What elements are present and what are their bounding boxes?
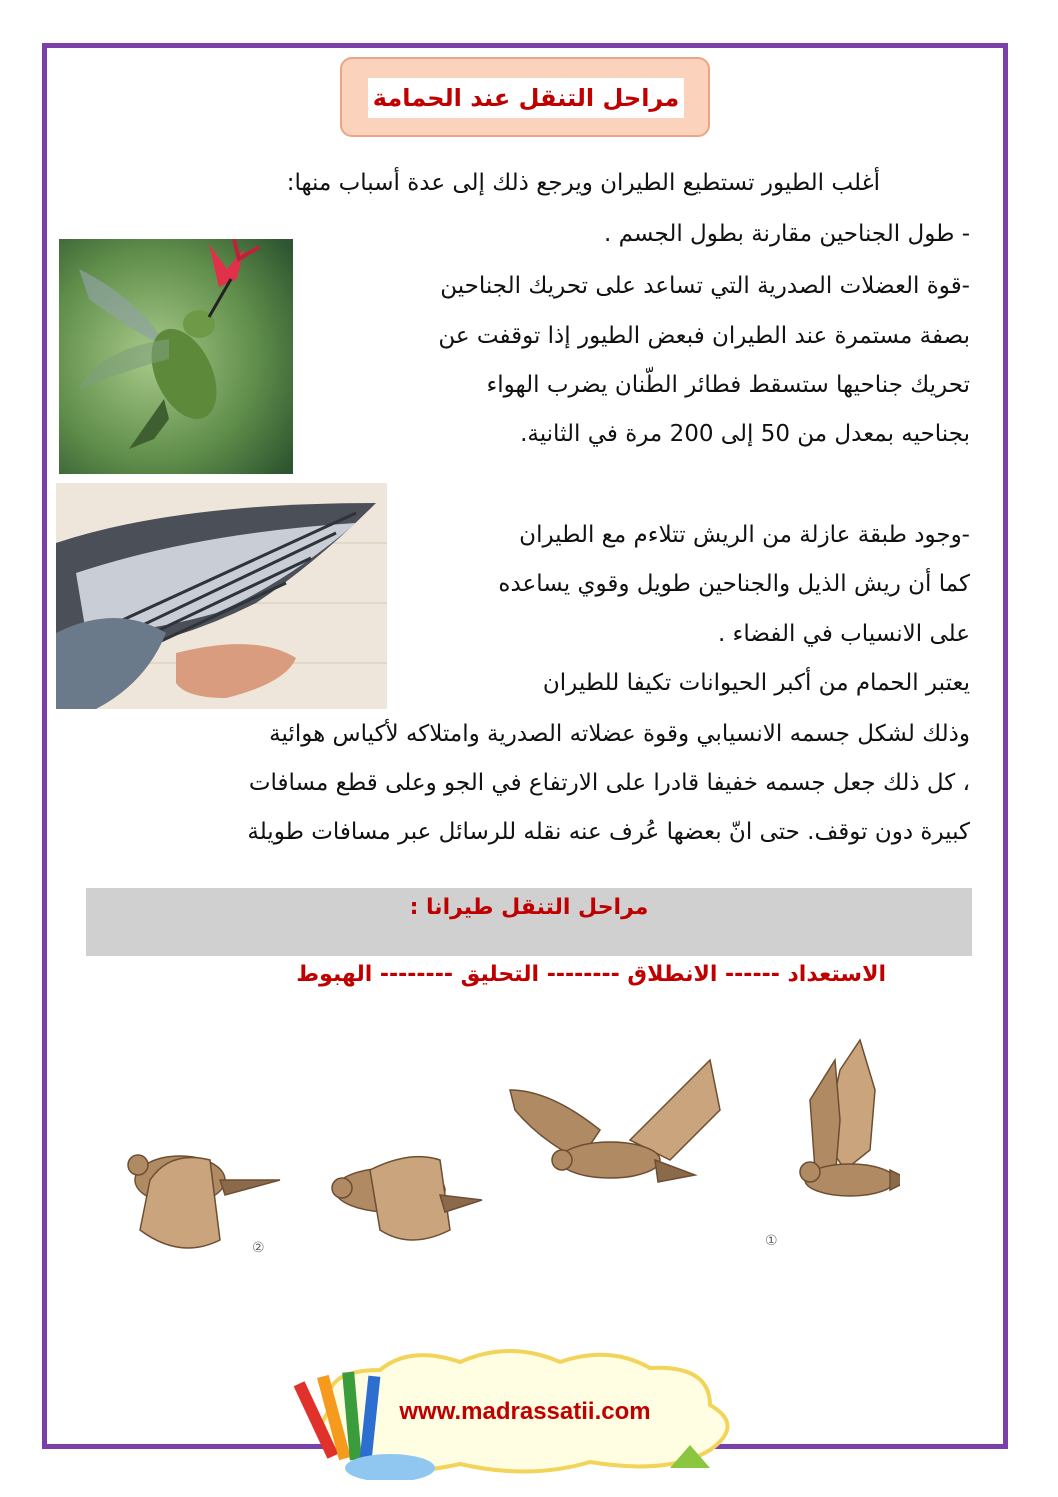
section-title: مراحل التنقل طيرانا : <box>409 895 649 920</box>
flight-stages: الاستعداد ------ الانطلاق -------- التحليق -------- الهبوط <box>296 962 886 987</box>
reason-2-line-2: بصفة مستمرة عند الطيران فبعض الطيور إذا توقفت عن <box>438 323 970 349</box>
bird-flight-stages-illustration <box>110 1030 900 1290</box>
intro-text: أغلب الطيور تستطيع الطيران ويرجع ذلك إلى عدة أسباب منها: <box>286 170 880 196</box>
hummingbird-photo <box>59 239 293 474</box>
bird-landing <box>128 1155 280 1248</box>
reason-2-line-1: -قوة العضلات الصدرية التي تساعد على تحريك الجناحين <box>440 273 970 299</box>
reason-2-line-3: تحريك جناحيها ستسقط فطائر الطّنان يضرب الهواء <box>486 372 970 398</box>
pigeon-line-2: وذلك لشكل جسمه الانسيابي وقوة عضلاته الصدرية وامتلاكه لأكياس هوائية <box>269 721 970 747</box>
reason-3-line-3: على الانسياب في الفضاء . <box>717 621 970 647</box>
pigeon-wing-photo <box>56 483 387 709</box>
reason-2-line-4: بجناحيه بمعدل من 50 إلى 200 مرة في الثانية. <box>520 421 970 447</box>
bird-takeoff <box>510 1060 720 1182</box>
page-title: مراحل التنقل عند الحمامة <box>368 78 684 118</box>
bird-gliding <box>332 1157 482 1240</box>
footer-url[interactable]: www.madrassatii.com <box>399 1398 651 1425</box>
reason-1: - طول الجناحين مقارنة بطول الجسم . <box>604 221 970 247</box>
bird-preparing <box>800 1040 900 1196</box>
figure-label-2: ② <box>252 1240 265 1256</box>
figure-label-1: ① <box>765 1233 778 1249</box>
reason-3-line-1: -وجود طبقة عازلة من الريش تتلاءم مع الطيران <box>519 522 970 548</box>
pigeon-line-4: كبيرة دون توقف. حتى انّ بعضها عُرف عنه نقله للرسائل عبر مسافات طويلة <box>247 819 970 845</box>
pigeon-line-3: ، كل ذلك جعل جسمه خفيفا قادرا على الارتفاع في الجو وعلى قطع مسافات <box>248 770 970 796</box>
pigeon-line-1: يعتبر الحمام من أكبر الحيوانات تكيفا للطيران <box>542 670 970 696</box>
reason-3-line-2: كما أن ريش الذيل والجناحين طويل وقوي يساعده <box>498 571 970 597</box>
